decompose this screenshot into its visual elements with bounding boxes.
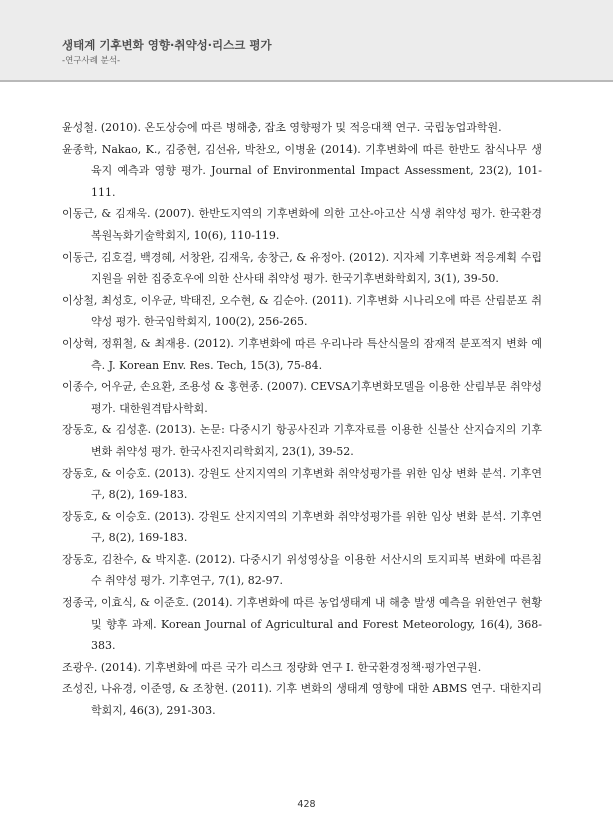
reference-list [62,117,542,722]
reference-entry: 장동호, & 이승호. (2013). 강원도 산지지역의 기후변화 취약성평가를 위한 임상 변화 분석. 기후연구, 8(2), 169-183. [62,466,542,502]
page-number: 428 [297,799,316,810]
reference-entry: 이종수, 어우균, 손요환, 조용성 & 홍현종. (2007). CEVSA기후변화모델을 이용한 산림부문 취약성 평가. 대한원격탐사학회. [62,380,542,415]
header-rule [0,80,613,82]
reference-entry: 이동근, & 김재욱. (2007). 한반도지역의 기후변화에 의한 고산-아고산 식생 취약성 평가. 한국환경복원녹화기술학회지, 10(6), 110-119. [62,207,542,242]
header-subtitle: -연구사례 분석- [62,56,121,66]
reference-entry: 장동호, & 김성훈. (2013). 논문: 다중시기 항공사진과 기후자료를 이용한 신불산 산지습지의 기후변화 취약성 평가. 한국사진지리학회지, 23(1), 39-52. [62,423,542,458]
reference-entry: 정종국, 이효식, & 이준호. (2014). 기후변화에 따른 농업생태계 내 해충 발생 예측을 위한연구 현황 및 향후 과제. Korean Journal of Agricultural and Forest Meteorology, 16(4), 368-383. [62,596,542,653]
reference-entry: 윤성철. (2010). 온도상승에 따른 병해충, 잡초 영향평가 및 적응대책 연구. 국립농업과학원. [62,121,502,134]
reference-entry: 윤종학, Nakao, K., 김중현, 김선유, 박찬오, 이병윤 (2014). 기후변화에 따른 한반도 참식나무 생육지 예측과 영향 평가. Journal of Environmental Impact Assessment, 23(2), 101-111. [62,142,542,199]
reference-entry: 장동호, & 이승호. (2013). 강원도 산지지역의 기후변화 취약성평가를 위한 임상 변화 분석. 기후연구, 8(2), 169-183. [62,509,542,545]
running-header [0,0,613,82]
reference-entry: 장동호, 김찬수, & 박지훈. (2012). 다중시기 위성영상을 이용한 서산시의 토지피복 변화에 따른침수 취약성 평가. 기후연구, 7(1), 82-97. [62,552,542,588]
reference-entry: 이상혁, 정휘철, & 최재용. (2012). 기후변화에 따른 우리나라 특산식물의 잠재적 분포적지 변화 예측. J. Korean Env. Res. Tech, 15(3), 75-84. [62,336,542,372]
reference-entry: 이상철, 최성호, 이우균, 박태진, 오수현, & 김순아. (2011). 기후변화 시나리오에 따른 산림분포 취약성 평가. 한국임학회지, 100(2), 256-265. [62,293,542,329]
reference-entry: 조광우. (2014). 기후변화에 따른 국가 리스크 정량화 연구 Ⅰ. 한국환경정책·평가연구원. [62,660,482,674]
header-title: 생태계 기후변화 영향·취약성·리스크 평가 [62,38,272,52]
reference-entry: 이동근, 김호걸, 백경혜, 서창완, 김재욱, 송창근, & 유정아. (2012). 지자체 기후변화 적응계획 수립지원을 위한 집중호우에 의한 산사태 취약성 평가. 한국기후변화학회지, 3(1), 39-50. [62,250,542,286]
reference-entry: 조성진, 나유경, 이준영, & 조창현. (2011). 기후 변화의 생태계 영향에 대한 ABMS 연구. 대한지리학회지, 46(3), 291-303. [62,682,542,718]
